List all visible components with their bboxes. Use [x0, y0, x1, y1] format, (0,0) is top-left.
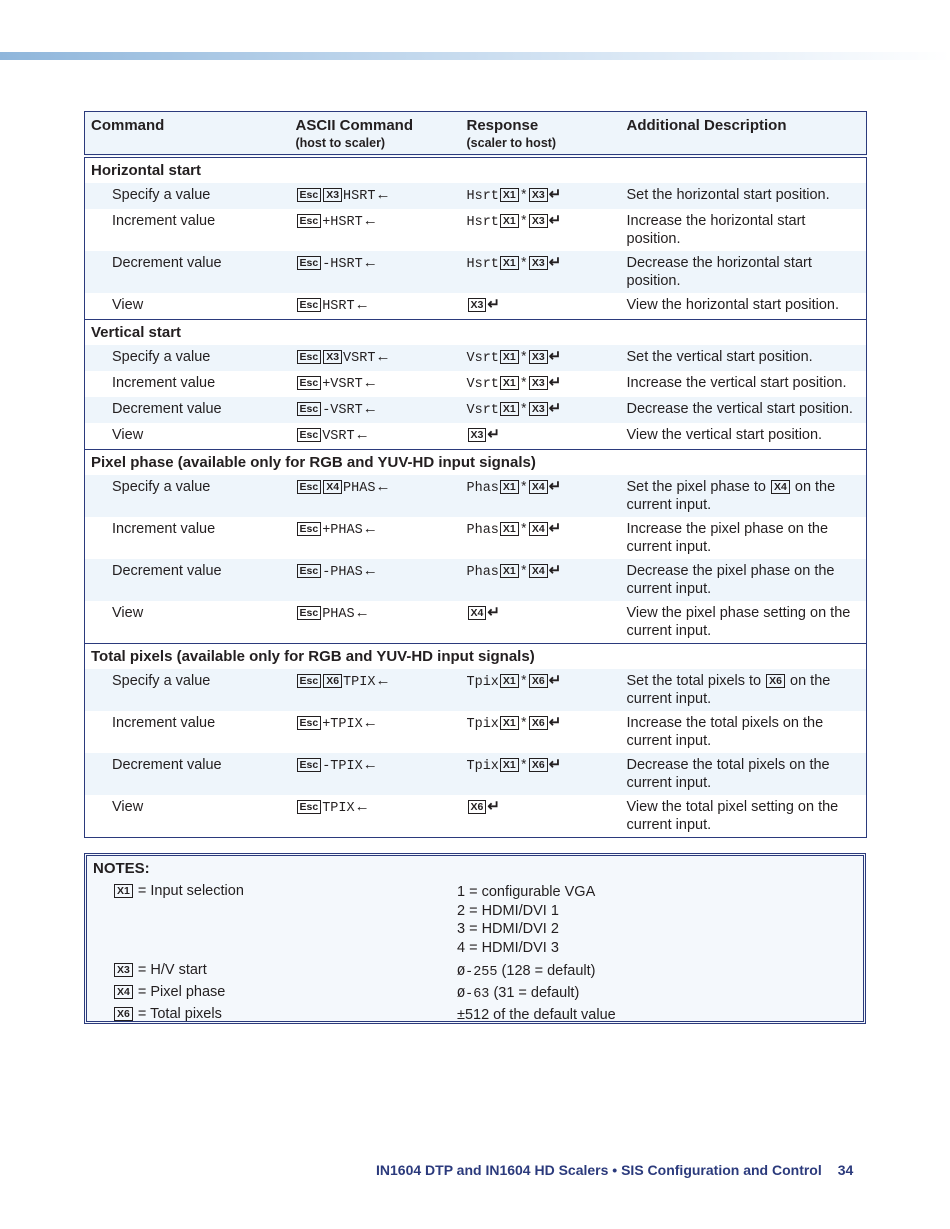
description: Increase the vertical start position.	[626, 375, 847, 391]
description: Increase the total pixels on the current input.	[626, 715, 824, 749]
response	[461, 711, 621, 753]
col-header-ascii: ASCII Command (host to scaler)	[290, 112, 461, 157]
table-row	[85, 475, 867, 517]
response-mnemonic: Hsrt	[466, 215, 499, 230]
description: View the pixel phase setting on the current input.	[626, 605, 851, 639]
note-label: = Input selection	[137, 883, 244, 899]
table-row	[85, 669, 867, 711]
table-row	[85, 517, 867, 559]
response	[461, 397, 621, 423]
ascii-command	[290, 669, 461, 711]
response	[461, 669, 621, 711]
return-icon: ↵	[487, 426, 500, 443]
return-icon: ↵	[548, 562, 562, 579]
description: Set the vertical start position.	[621, 345, 867, 371]
mnemonic: PHAS	[330, 523, 363, 538]
table-row	[85, 397, 867, 423]
left-arrow-icon: ←	[362, 714, 378, 731]
esc-key: Esc	[297, 800, 322, 814]
plus-sign: +	[322, 523, 331, 538]
command-name: Decrement value	[85, 397, 290, 423]
plus-sign: +	[322, 215, 331, 230]
command-name: Specify a value	[85, 183, 290, 209]
x6-key: X6	[468, 800, 487, 814]
mnemonic: PHAS	[343, 481, 376, 496]
description: Set the total pixels to X6 on the current input.	[621, 669, 867, 711]
command-name: Specify a value	[85, 475, 290, 517]
x1-key: X1	[500, 188, 519, 202]
x4-key: X4	[468, 606, 487, 620]
note-label: = H/V start	[137, 962, 207, 978]
command-name: View	[112, 605, 144, 621]
x1-key: X1	[500, 402, 519, 416]
footer-title: IN1604 DTP and IN1604 HD Scalers • SIS Configuration and Control	[376, 1162, 822, 1178]
command-name: Increment value	[112, 521, 216, 537]
page-number: 34	[837, 1162, 854, 1178]
ascii-command	[290, 251, 461, 293]
x6-key: X6	[529, 674, 548, 688]
group-row-pixel-phase	[85, 450, 867, 476]
description: Increase the pixel phase on the current input.	[626, 521, 829, 555]
command-name: Increment value	[112, 213, 216, 229]
page-footer	[376, 1162, 853, 1178]
esc-key: Esc	[297, 480, 322, 494]
left-arrow-icon: ←	[375, 186, 391, 203]
return-icon: ↵	[548, 756, 562, 773]
description: Decrease the pixel phase on the current input.	[621, 559, 867, 601]
esc-key: Esc	[297, 214, 322, 228]
response-mnemonic: Vsrt	[466, 351, 499, 366]
x4-key: X4	[114, 985, 133, 999]
response-mnemonic: Vsrt	[466, 403, 499, 418]
command-name: View	[112, 427, 144, 443]
plus-sign: +	[322, 717, 331, 732]
return-icon: ↵	[548, 672, 562, 689]
left-arrow-icon: ←	[362, 562, 378, 579]
group-row-vertical-start	[85, 320, 867, 346]
x3-key: X3	[323, 350, 342, 364]
x1-key: X1	[500, 522, 519, 536]
x4-key: X4	[529, 522, 548, 536]
response-mnemonic: Tpix	[466, 717, 499, 732]
mnemonic: PHAS	[322, 607, 355, 622]
description: Decrease the vertical start position.	[621, 397, 867, 423]
esc-key: Esc	[297, 188, 322, 202]
separator: *	[519, 565, 528, 580]
x6-key: X6	[529, 716, 548, 730]
group-title: Total pixels (available only for RGB and YUV-HD input signals)	[85, 644, 867, 670]
left-arrow-icon: ←	[375, 348, 391, 365]
x1-key: X1	[500, 716, 519, 730]
group-row-total-pixels	[85, 644, 867, 670]
return-icon: ↵	[487, 296, 500, 313]
x4-key: X4	[771, 480, 790, 494]
left-arrow-icon: ←	[362, 756, 378, 773]
x3-key: X3	[529, 376, 548, 390]
return-icon: ↵	[548, 212, 562, 229]
return-icon: ↵	[548, 374, 562, 391]
response	[461, 517, 621, 559]
command-name: View	[112, 799, 144, 815]
notes-box	[84, 853, 866, 1024]
x4-key: X4	[323, 480, 342, 494]
notes-title: NOTES:	[93, 860, 150, 877]
x3-key: X3	[114, 963, 133, 977]
note-value: Ø-63 (31 = default)	[457, 985, 580, 1002]
table-row	[85, 711, 867, 753]
mnemonic: TPIX	[322, 801, 355, 816]
table-row	[85, 601, 867, 644]
left-arrow-icon: ←	[362, 374, 378, 391]
esc-key: Esc	[297, 256, 322, 270]
left-arrow-icon: ←	[354, 798, 370, 815]
separator: *	[519, 215, 528, 230]
mnemonic: VSRT	[330, 377, 363, 392]
esc-key: Esc	[297, 564, 322, 578]
group-title: Horizontal start	[85, 156, 867, 183]
return-icon: ↵	[548, 714, 562, 731]
esc-key: Esc	[297, 716, 322, 730]
esc-key: Esc	[297, 758, 322, 772]
response	[461, 251, 621, 293]
header-gradient-bar	[0, 52, 950, 60]
response-mnemonic: Vsrt	[466, 377, 499, 392]
left-arrow-icon: ←	[375, 672, 391, 689]
table-row	[85, 423, 867, 450]
col-header-response: Response (scaler to host)	[461, 112, 621, 157]
x4-key: X4	[529, 480, 548, 494]
return-icon: ↵	[548, 186, 562, 203]
ascii-command	[290, 371, 461, 397]
col-header-command: Command	[85, 112, 290, 157]
response-mnemonic: Hsrt	[466, 189, 499, 204]
x1-key: X1	[500, 350, 519, 364]
separator: *	[519, 377, 528, 392]
description: Decrease the total pixels on the current input.	[621, 753, 867, 795]
x3-key: X3	[529, 402, 548, 416]
command-name: Decrement value	[85, 559, 290, 601]
left-arrow-icon: ←	[362, 520, 378, 537]
left-arrow-icon: ←	[375, 478, 391, 495]
mnemonic: HSRT	[330, 215, 363, 230]
description: Decrease the horizontal start position.	[621, 251, 867, 293]
return-icon: ↵	[487, 604, 500, 621]
esc-key: Esc	[297, 522, 322, 536]
x1-key: X1	[500, 256, 519, 270]
ascii-command	[290, 711, 461, 753]
ascii-command	[290, 559, 461, 601]
left-arrow-icon: ←	[362, 400, 378, 417]
return-icon: ↵	[548, 400, 562, 417]
response-mnemonic: Phas	[466, 523, 499, 538]
group-title: Pixel phase (available only for RGB and YUV-HD input signals)	[85, 450, 867, 476]
mnemonic: VSRT	[343, 351, 376, 366]
table-row	[85, 795, 867, 838]
x3-key: X3	[529, 214, 548, 228]
mnemonic: HSRT	[343, 189, 376, 204]
response	[461, 795, 621, 838]
response-mnemonic: Tpix	[466, 759, 499, 774]
x3-key: X3	[529, 256, 548, 270]
response	[461, 475, 621, 517]
left-arrow-icon: ←	[362, 254, 378, 271]
table-row	[85, 251, 867, 293]
x3-key: X3	[529, 350, 548, 364]
return-icon: ↵	[487, 798, 500, 815]
separator: *	[519, 189, 528, 204]
x1-key: X1	[500, 214, 519, 228]
separator: *	[519, 675, 528, 690]
esc-key: Esc	[297, 402, 322, 416]
esc-key: Esc	[297, 428, 322, 442]
separator: *	[519, 351, 528, 366]
left-arrow-icon: ←	[354, 426, 370, 443]
response	[461, 559, 621, 601]
x4-key: X4	[529, 564, 548, 578]
col-header-description: Additional Description	[621, 112, 867, 157]
response-mnemonic: Hsrt	[466, 257, 499, 272]
response-mnemonic: Phas	[466, 481, 499, 496]
command-name: Increment value	[112, 715, 216, 731]
mnemonic: VSRT	[322, 429, 355, 444]
mnemonic: VSRT	[330, 403, 363, 418]
separator: *	[519, 759, 528, 774]
ascii-command	[290, 397, 461, 423]
mnemonic: HSRT	[330, 257, 363, 272]
note-label: = Pixel phase	[137, 984, 226, 1000]
command-name: Specify a value	[85, 345, 290, 371]
response-mnemonic: Phas	[466, 565, 499, 580]
x1-key: X1	[500, 674, 519, 688]
command-name: Increment value	[112, 375, 216, 391]
separator: *	[519, 523, 528, 538]
separator: *	[519, 257, 528, 272]
command-name: Specify a value	[85, 669, 290, 711]
x1-key: X1	[500, 564, 519, 578]
table-row	[85, 371, 867, 397]
table-row	[85, 209, 867, 251]
return-icon: ↵	[548, 520, 562, 537]
command-name: Decrement value	[85, 753, 290, 795]
minus-sign: -	[322, 565, 331, 580]
response	[461, 753, 621, 795]
table-row	[85, 183, 867, 209]
mnemonic: HSRT	[322, 299, 355, 314]
left-arrow-icon: ←	[354, 604, 370, 621]
separator: *	[519, 481, 528, 496]
mnemonic: TPIX	[343, 675, 376, 690]
table-row	[85, 293, 867, 320]
x1-key: X1	[114, 884, 133, 898]
response-mnemonic: Tpix	[466, 675, 499, 690]
ascii-command	[290, 517, 461, 559]
table-header-row	[85, 112, 867, 157]
note-value: Ø-255 (128 = default)	[457, 963, 596, 980]
ascii-command	[290, 293, 461, 320]
sis-command-table	[84, 111, 867, 838]
response	[461, 183, 621, 209]
response	[461, 293, 621, 320]
description: View the vertical start position.	[626, 427, 823, 443]
minus-sign: -	[322, 403, 331, 418]
ascii-command	[290, 423, 461, 450]
x1-key: X1	[500, 480, 519, 494]
response	[461, 601, 621, 644]
x6-key: X6	[529, 758, 548, 772]
x6-key: X6	[323, 674, 342, 688]
note-values: 1 = configurable VGA 2 = HDMI/DVI 1 3 = HDMI/DVI 2 4 = HDMI/DVI 3	[457, 884, 596, 956]
minus-sign: -	[322, 759, 331, 774]
x6-key: X6	[114, 1007, 133, 1021]
x3-key: X3	[468, 298, 487, 312]
x3-key: X3	[323, 188, 342, 202]
ascii-command	[290, 183, 461, 209]
response	[461, 345, 621, 371]
ascii-command	[290, 475, 461, 517]
mnemonic: TPIX	[330, 717, 363, 732]
esc-key: Esc	[297, 376, 322, 390]
ascii-command	[290, 601, 461, 644]
esc-key: Esc	[297, 298, 322, 312]
esc-key: Esc	[297, 350, 322, 364]
mnemonic: PHAS	[330, 565, 363, 580]
x1-key: X1	[500, 376, 519, 390]
ascii-command	[290, 345, 461, 371]
table-row	[85, 559, 867, 601]
response	[461, 209, 621, 251]
return-icon: ↵	[548, 348, 562, 365]
table-row	[85, 345, 867, 371]
note-label: = Total pixels	[137, 1006, 222, 1022]
description: Set the pixel phase to X4 on the current input.	[621, 475, 867, 517]
group-title: Vertical start	[85, 320, 867, 346]
x3-key: X3	[529, 188, 548, 202]
separator: *	[519, 717, 528, 732]
command-name: Decrement value	[85, 251, 290, 293]
group-row-horizontal-start	[85, 156, 867, 183]
mnemonic: TPIX	[330, 759, 363, 774]
ascii-command	[290, 795, 461, 838]
ascii-command	[290, 209, 461, 251]
minus-sign: -	[322, 257, 331, 272]
command-name: View	[112, 297, 144, 313]
x1-key: X1	[500, 758, 519, 772]
plus-sign: +	[322, 377, 331, 392]
x6-key: X6	[766, 674, 785, 688]
description: Increase the horizontal start position.	[626, 213, 806, 247]
x3-key: X3	[468, 428, 487, 442]
return-icon: ↵	[548, 254, 562, 271]
left-arrow-icon: ←	[362, 212, 378, 229]
description: Set the horizontal start position.	[621, 183, 867, 209]
esc-key: Esc	[297, 606, 322, 620]
description: View the total pixel setting on the current input.	[626, 799, 839, 833]
description: View the horizontal start position.	[626, 297, 840, 313]
response	[461, 423, 621, 450]
note-value: ±512 of the default value	[457, 1007, 616, 1023]
return-icon: ↵	[548, 478, 562, 495]
left-arrow-icon: ←	[354, 296, 370, 313]
response	[461, 371, 621, 397]
table-row	[85, 753, 867, 795]
esc-key: Esc	[297, 674, 322, 688]
ascii-command	[290, 753, 461, 795]
separator: *	[519, 403, 528, 418]
